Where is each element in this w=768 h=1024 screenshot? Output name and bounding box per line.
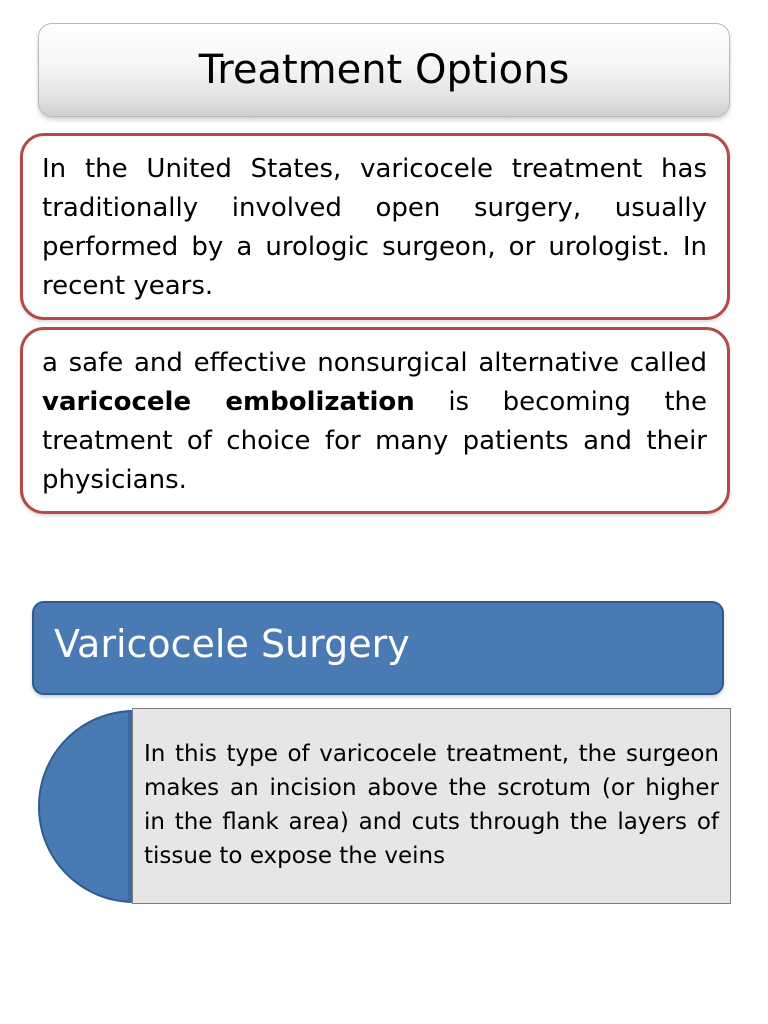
embolization-text-before: a safe and effective nonsurgical alternative called <box>42 348 707 378</box>
section-header <box>32 601 724 695</box>
us-treatment-text: In the United States, varicocele treatment has traditionally involved open surgery, usually performed by a urologic surgeon, or urologist. In recent years. <box>42 154 707 301</box>
embolization-text <box>42 344 707 500</box>
page-title: Treatment Options <box>198 47 570 93</box>
surgery-description-box <box>132 708 731 904</box>
embolization-text-after: is becoming the treatment of choice for many patients and their physicians. <box>42 387 708 495</box>
embolization-term: varicocele embolization <box>42 387 415 417</box>
title-box <box>38 23 730 117</box>
us-treatment-box <box>20 133 730 320</box>
half-circle-decoration <box>38 710 134 903</box>
embolization-box <box>20 327 730 514</box>
surgery-description-text: In this type of varicocele treatment, the surgeon makes an incision above the scrotum (or higher in the flank area) and cuts through the layers of tissue to expose the veins <box>144 741 719 869</box>
section-heading: Varicocele Surgery <box>54 622 410 666</box>
